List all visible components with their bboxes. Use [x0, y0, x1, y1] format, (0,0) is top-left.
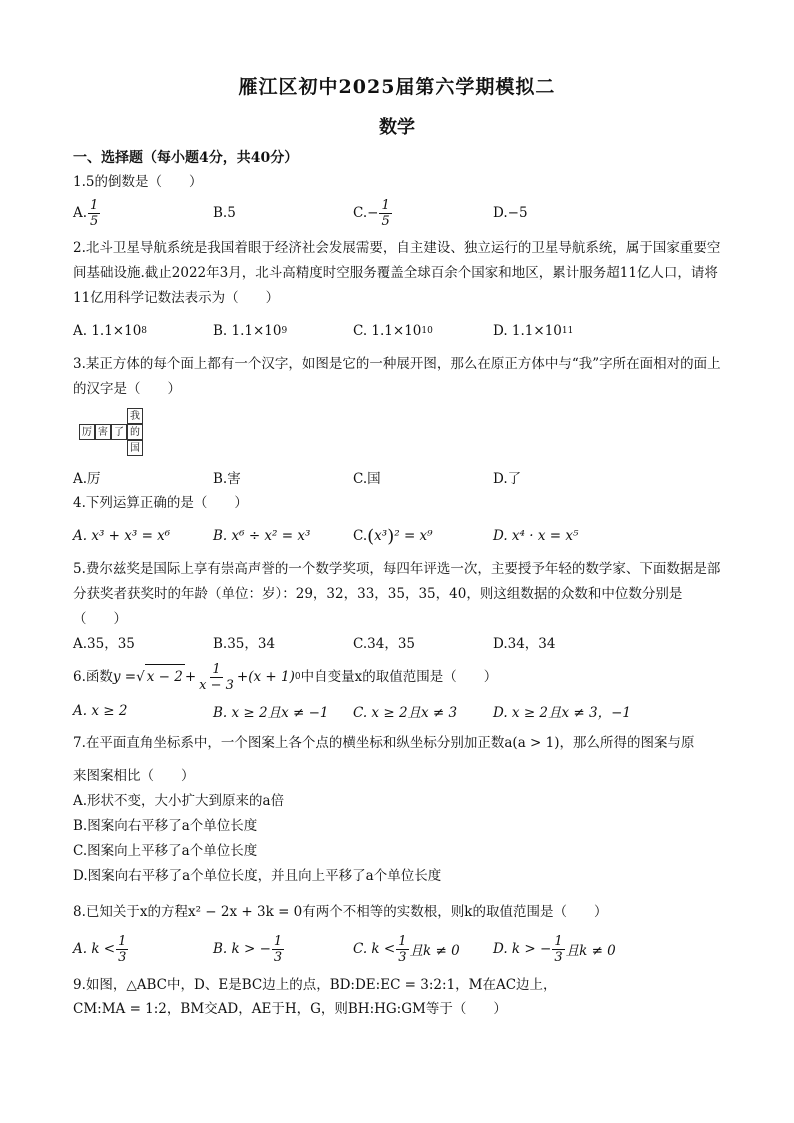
denominator: 5 [381, 213, 390, 229]
option-text: B. 1.1×10 [213, 323, 282, 339]
paren-open: ( [367, 525, 375, 547]
option-d[interactable]: D. x ≥ 2且x ≠ 3，−1 [493, 705, 632, 721]
stem-prefix: 6.函数 [73, 668, 113, 685]
function-lhs: y = [112, 668, 137, 685]
option-c[interactable] [353, 932, 460, 966]
option-c[interactable] [353, 519, 433, 553]
numerator: 1 [273, 933, 283, 949]
option-d[interactable]: D.−5 [493, 205, 528, 221]
option-text: D. k > − [493, 941, 552, 957]
net-cell-hai: 害 [95, 424, 111, 440]
option-label: C.− [353, 205, 379, 221]
section-heading: 一、选择题（每小题4分，共40分） [73, 150, 299, 166]
denominator: 3 [554, 949, 563, 965]
option-text: C. 1.1×10 [353, 323, 422, 339]
option-label: C. [353, 528, 368, 544]
option-c[interactable]: C.34，35 [353, 636, 415, 652]
option-d[interactable] [493, 932, 616, 966]
option-b[interactable]: B.图案向右平移了a个单位长度 [73, 818, 258, 834]
question-3-stem: 3.某正方体的每个面上都有一个汉字，如图是它的一种展开图，那么在原正方体中与“我”字所在面相对的面上的汉字是（ ） [73, 356, 721, 397]
fraction [379, 198, 391, 229]
question-8-options [73, 932, 723, 966]
sqrt-radicand: x − 2 [145, 664, 185, 690]
question-4-options [73, 519, 723, 553]
net-cell-guo: 国 [127, 440, 143, 456]
fraction [272, 934, 284, 965]
fraction [116, 934, 128, 965]
question-4-stem: 4.下列运算正确的是（ ） [73, 495, 248, 511]
option-c[interactable] [353, 196, 393, 230]
option-a[interactable]: A.35，35 [73, 636, 135, 652]
numerator: 1 [212, 661, 221, 677]
paren-close: ) [387, 525, 395, 547]
option-d[interactable] [493, 314, 573, 348]
option-text: A. k < [73, 941, 116, 957]
option-a[interactable]: A. x³ + x³ = x⁶ [73, 528, 171, 544]
subject-title: 数学 [379, 117, 415, 138]
fraction [88, 198, 100, 229]
stem-suffix: 中自变量x的取值范围是（ ） [300, 668, 498, 685]
question-3-options [73, 460, 723, 494]
net-cell-li: 厉 [79, 424, 95, 440]
denominator: 3 [273, 949, 283, 965]
option-c[interactable]: C.国 [353, 471, 381, 487]
net-cell-wo: 我 [127, 408, 143, 424]
exponent: 8 [141, 326, 148, 336]
question-6-stem [73, 660, 723, 694]
sqrt-sign: √ [136, 668, 145, 685]
option-label: A. [73, 205, 88, 221]
option-b[interactable] [213, 314, 287, 348]
cube-net-figure [73, 408, 153, 464]
base: x³ [374, 528, 388, 544]
option-a[interactable]: A.形状不变，大小扩大到原来的a倍 [73, 793, 285, 809]
option-suffix: 且k ≠ 0 [565, 943, 616, 959]
option-d[interactable]: D. x⁴ · x = x⁵ [493, 528, 579, 544]
option-text: C. k < [353, 941, 396, 957]
question-7-stem-line2: 来图案相比（ ） [73, 768, 195, 784]
question-8-stem: 8.已知关于x的方程x² − 2x + 3k = 0有两个不相等的实数根，则k的取值范围是（ ） [73, 904, 608, 920]
option-b[interactable]: B.害 [213, 471, 241, 487]
option-suffix: 且k ≠ 0 [409, 943, 460, 959]
exponent: 11 [561, 326, 574, 336]
option-text: A. 1.1×10 [73, 323, 142, 339]
net-cell-de: 的 [127, 424, 143, 440]
question-2-stem: 2.北斗卫星导航系统是我国着眼于经济社会发展需要，自主建设、独立运行的卫星导航系统，属于国家重要空间基础设施.截止2022年3月，北斗高精度时空服务覆盖全球百余个国家和地区，累计服务超11亿人口，请将11亿用科学记数法表示为（ ） [73, 240, 721, 306]
numerator: 1 [554, 933, 563, 949]
option-b[interactable]: B. x ≥ 2且x ≠ −1 [213, 705, 329, 721]
numerator: 1 [398, 933, 407, 949]
question-5-options [73, 625, 723, 659]
denominator: x − 3 [199, 677, 234, 693]
option-c[interactable] [353, 314, 433, 348]
question-1-options [73, 196, 723, 230]
fraction [552, 934, 564, 965]
option-a[interactable] [73, 196, 101, 230]
question-7-stem-line1: 7.在平面直角坐标系中，一个图案上各个点的横坐标和纵坐标分别加正数a(a > 1)，那么所得的图案与原 [73, 735, 695, 751]
option-text: D. 1.1×10 [493, 323, 562, 339]
denominator: 3 [398, 949, 407, 965]
question-2-options [73, 314, 723, 348]
power-result: ² = x⁹ [394, 528, 433, 544]
net-cell-le: 了 [111, 424, 127, 440]
question-5-stem: 5.费尔兹奖是国际上享有崇高声誉的一个数学奖项，每四年评选一次，主要授予年轻的数学家、下面数据是部分获奖者获奖时的年龄（单位：岁）：29，32，33，35，35，40，则这组数据的众数和中位数分别是（ ） [73, 561, 721, 627]
plus-sign: + [184, 668, 197, 685]
denominator: 5 [90, 213, 99, 229]
exam-title: 雁江区初中2025届第六学期模拟二 [238, 76, 556, 98]
option-a[interactable]: A. x ≥ 2 [73, 703, 128, 719]
exponent: 9 [281, 326, 288, 336]
fraction [197, 662, 236, 693]
option-c[interactable]: C. x ≥ 2且x ≠ 3 [353, 705, 458, 721]
option-b[interactable] [213, 932, 285, 966]
option-b[interactable]: B.5 [213, 205, 236, 221]
option-text: B. k > − [213, 941, 271, 957]
option-b[interactable]: B. x⁶ ÷ x² = x³ [213, 528, 311, 544]
numerator: 1 [90, 197, 99, 213]
exponent: 0 [294, 671, 301, 682]
power-term: +(x + 1) [236, 668, 295, 685]
option-d[interactable]: D.图案向右平移了a个单位长度，并且向上平移了a个单位长度 [73, 868, 442, 884]
exponent: 10 [421, 326, 433, 336]
option-d[interactable]: D.了 [493, 471, 522, 487]
numerator: 1 [381, 197, 390, 213]
question-6-options [73, 694, 723, 728]
option-a[interactable] [73, 314, 147, 348]
fraction [396, 934, 408, 965]
numerator: 1 [118, 933, 127, 949]
option-d[interactable]: D.34，34 [493, 636, 556, 652]
question-9-line2: CM:MA = 1:2，BM交AD，AE于H，G，则BH:HG:GM等于（ ） [73, 1001, 507, 1017]
question-1-stem: 1.5的倒数是（ ） [73, 174, 203, 190]
option-b[interactable]: B.35，34 [213, 636, 276, 652]
question-9-line1: 9.如图，△ABC中，D、E是BC边上的点，BD:DE:EC = 3:2:1，M在AC边上， [73, 977, 557, 993]
option-c[interactable]: C.图案向上平移了a个单位长度 [73, 843, 258, 859]
denominator: 3 [118, 949, 127, 965]
option-a[interactable]: A.厉 [73, 471, 101, 487]
option-a[interactable] [73, 932, 129, 966]
